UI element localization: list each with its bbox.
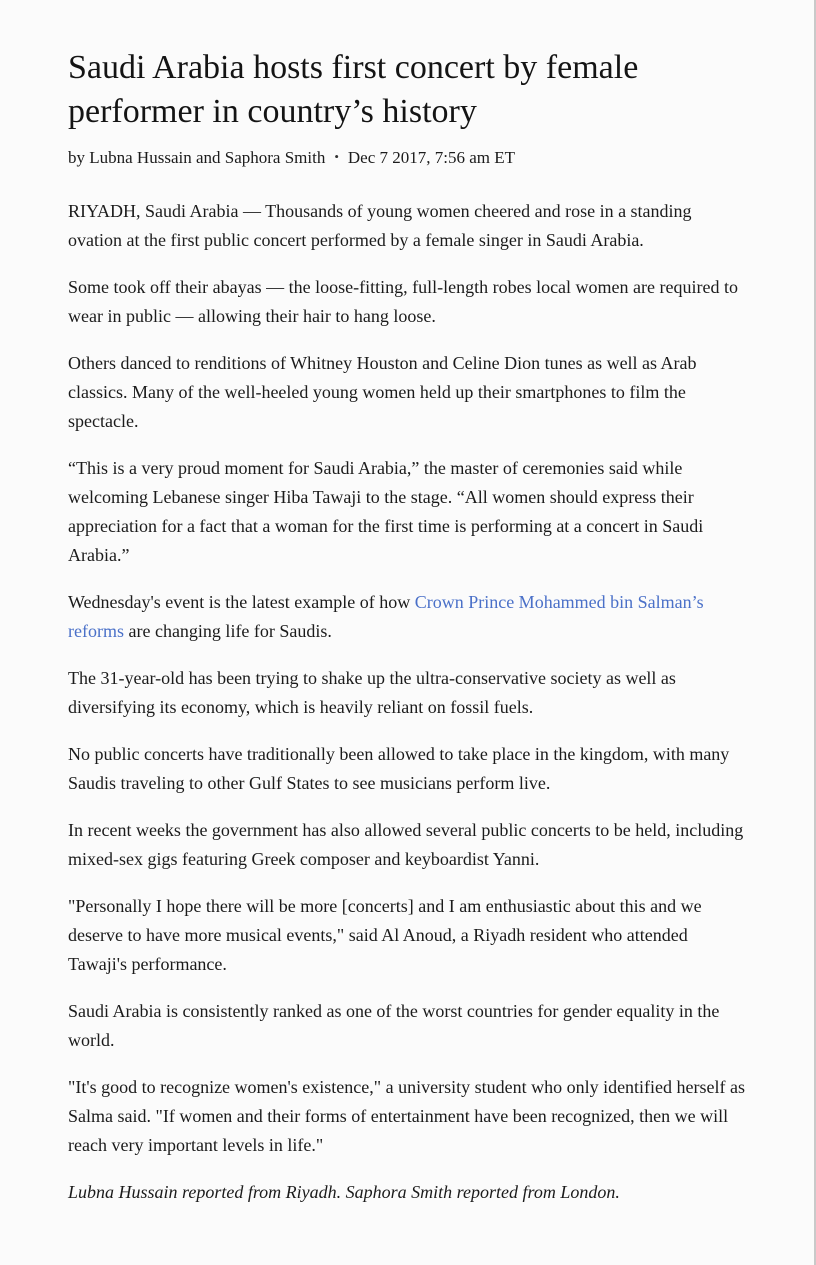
article-paragraph: In recent weeks the government has also allowed several public concerts to be held, including mixed-sex gigs featuring Greek composer and keyboardist Yanni. (68, 820, 744, 869)
page-title: Saudi Arabia hosts first concert by female performer in country’s history (68, 49, 639, 130)
byline-separator-dot: • (334, 149, 339, 164)
article-paragraph: The 31-year-old has been trying to shake up the ultra-conservative society as well as diversifying its economy, which is heavily reliant on fossil fuels. (68, 668, 676, 717)
article-paragraph: “This is a very proud moment for Saudi Arabia,” the master of ceremonies said while welcoming Lebanese singer Hiba Tawaji to the stage. “All women should express their appreciation for a fact that a woman for the first time is performing at a concert in Saudi Arabia.” (68, 458, 704, 565)
article-paragraph: Others danced to renditions of Whitney Houston and Celine Dion tunes as well as Arab classics. Many of the well-heeled young women held up their smartphones to film the spectacle. (68, 353, 697, 431)
article-paragraph: "It's good to recognize women's existence," a university student who only identified herself as Salma said. "If women and their forms of entertainment have been recognized, then we will reach very important levels in life." (68, 1077, 746, 1155)
article-paragraph: "Personally I hope there will be more [concerts] and I am enthusiastic about this and we deserve to have more musical events," said Al Anoud, a Riyadh resident who attended Tawaji's performance. (68, 896, 702, 974)
article-paragraph: No public concerts have traditionally been allowed to take place in the kingdom, with many Saudis traveling to other Gulf States to see musicians perform live. (68, 744, 730, 793)
byline-timestamp: Dec 7 2017, 7:56 am ET (347, 148, 516, 167)
article-paragraph-with-link (68, 588, 748, 646)
byline (68, 144, 748, 171)
byline-authors: by Lubna Hussain and Saphora Smith (68, 148, 326, 167)
paragraph-text: are changing life for Saudis. (123, 621, 332, 641)
article-paragraph: Saudi Arabia is consistently ranked as one of the worst countries for gender equality in the world. (68, 1001, 720, 1050)
article-paragraph: Some took off their abayas — the loose-fitting, full-length robes local women are required to wear in public — allowing their hair to hang loose. (68, 277, 738, 326)
article-paragraph: RIYADH, Saudi Arabia — Thousands of young women cheered and rose in a standing ovation at the first public concert performed by a female singer in Saudi Arabia. (68, 201, 692, 250)
crown-prince-reforms-link[interactable]: Crown Prince Mohammed bin Salman’s reforms (68, 592, 704, 641)
paragraph-text: Wednesday's event is the latest example of how (68, 592, 415, 612)
footer-note: Lubna Hussain reported from Riyadh. Saphora Smith reported from London. (68, 1182, 620, 1202)
